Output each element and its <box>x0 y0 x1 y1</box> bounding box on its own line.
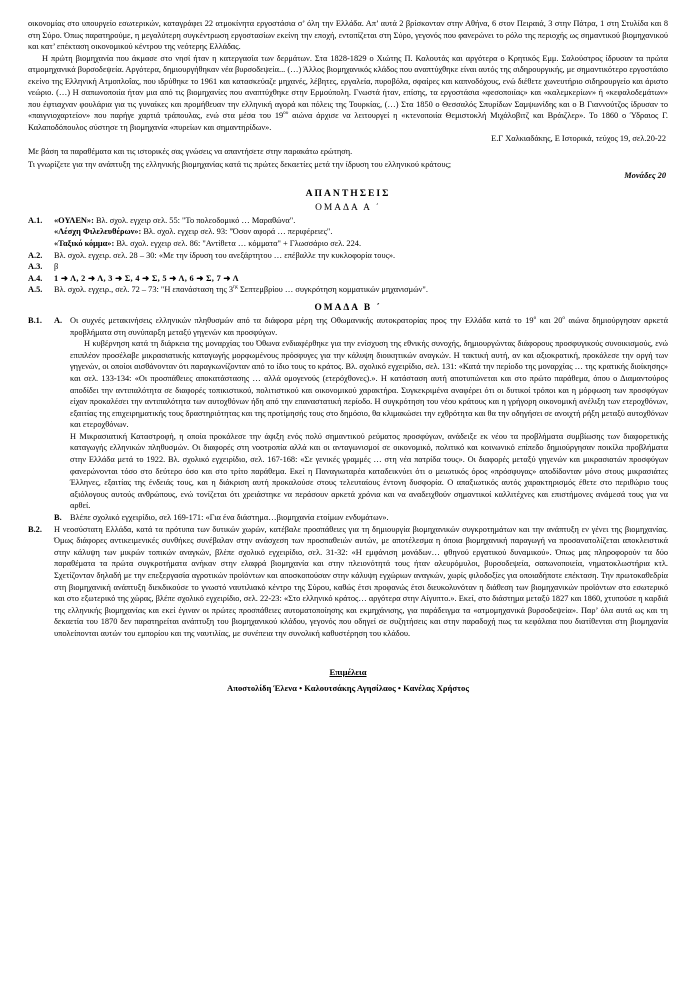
answer-b1a-paragraph-2: Η κυβέρνηση κατά τη διάρκεια της μοναρχίας του Όθωνα ενδιαφέρθηκε για την ενίσχυση της εθνικής συνοχής, δημιουργώντας διάφορους προσφυγικούς συνοικισμούς, ενώ επιπλέον προσέλαβε μικρασιατικής καταγωγής μορφωμένους πρόσφυγες για την κάλυψη διοικητικών αναγκών. Η τακτική αυτή, αν και αξιοκρατική, προκάλεσε την οργή των γηγενών, οι οποίοι αισθάνονταν ότι παραγκωνίζονταν από το ίδιο τους το κράτος. Βλ. σχολικό εγχειρίδιο, σελ. 131: «Κατά την περίοδο της μοναρχίας … της κρατικής διοίκησης» και σελ. 133-134: «Οι προσπάθειες αποκατάστασης … αλλά ομογενούς (ετερόχθονες).». Η κατάσταση αυτή αποτυπώνεται και στο πρώτο παράθεμα, όπου ο Διαμαντούρος αποδίδει την αντιπαλότητα σε διαφορές τοπικιστικού, πολιτιστικού και οικονομικού χαρακτήρα. Συγκεκριμένα αναφέρει ότι οι δυτικοί τρόποι και η μόρφωση των προσφύγων είχαν προκαλέσει την αντιπαλότητα των αυτοχθόνων ήδη από την επαναστατική περίοδο. Η συγκρότηση του νέου κράτους και η γρήγορη οικονομική ανέλιξη των ετεροχθόνων, εξαιτίας της επιχειρηματικής τους δραστηριότητας και της προτίμησής τους στο δημόσιο, θα κλιμακώσει την εχθρότητα και θα την οδηγήσει σε ανοιχτή ρήξη μεταξύ αυτοχθόνων και ετεροχθόνων. <box>70 339 668 430</box>
footer-names: Αποστολίδη Έλενα • Καλουτσάκης Αγησίλαος • Κανέλας Χρήστος <box>227 682 469 693</box>
answer-b2 <box>28 524 668 640</box>
answer-label-a1: Α.1. <box>28 215 43 225</box>
answer-label-a5: Α.5. <box>28 285 43 295</box>
answer-b2-paragraph-1: Η νεοσύστατη Ελλάδα, κατά τα πρότυπα των δυτικών χωρών, κατέβαλε προσπάθειες για τη δημιουργία βιομηχανικών συγκροτημάτων και την ανάπτυξη εν γένει της βιομηχανίας. Όμως διάφορες αντικειμενικές συνθήκες συνέβαλαν στην ανάσχεση των προσπαθειών αυτών, με αποτέλεσμα η όποια βιομηχανική παραγωγή να προσανατολίζεται αποκλειστικά στην κάλυψη των μικρών τοπικών αναγκών, βλέπε σχολικό εγχειρίδιο, σελ. 31-32: «Η εμφάνιση μονάδων… φθηνού εργατικού δυναμικού». Όπως μας πληροφορούν τα δύο παραθέματα τα πρώτα συγκροτήματα ανήκαν στην ελαφρά βιομηχανία και στην πλειονότητά τους ήταν αλευρόμυλοι, βυρσοδεψεία, σαπωνοποιεία, νηματοκλωστήρια κτλ. Σχετίζονταν δηλαδή με την επεξεργασία αγροτικών προϊόντων και αποσκοπούσαν στην κάλυψη εγχώριων αναγκών, χωρίς φιλοδοξίες για οποιαδήποτε επέκταση. Την πρωτοκαθεδρία στη βιομηχανική ανάπτυξη διεκδικούσε το γνωστό ναυτιλιακό κέντρο της Σύρου, καθώς έτσι προφανώς έτσι διευκολυνόταν η διάθεση των βιομηχανικών προϊόντων στο εσωτερικό και στο εξωτερικό της χώρας, βλέπε σχολικό εγχειρίδιο, σελ. 22-23: «Στο ελληνικό κράτος… αργότερα στην Αίγυπτο.». Εκεί, στο διάστημα μεταξύ 1827 και 1860, χτυπούσε η καρδιά της ελληνικής βιομηχανίας και εκεί έγιναν οι πρώτες προσπάθειες αυτοματοποίησης και εκμηχάνισης, για παράδειγμα τα «ατμομηχανικά βυρσοδεψεία». Παρ’ όλα αυτά ως και τη δεκαετία του 1870 δεν παρατηρείται ανάπτυξη του βιομηχανικού κλάδου, γεγονός που οδηγεί σε συζητήσεις και στην παραδοχή πως τα κεφάλαια που διατίθενται στη βιομηχανία υπολείπονται αυτών του εμπορίου και της ναυτιλίας, με συνέπεια την συνολική καθυστέρηση του κλάδου. <box>54 524 668 638</box>
answer-label-b1: Β.1. <box>28 315 42 325</box>
footer-title: Επιμέλεια <box>329 666 367 677</box>
answer-label-a2: Α.2. <box>28 250 43 260</box>
answer-a1-line-3: «Ταξικό κόμμα»: Βλ. σχολ. εγχειρ σελ. 86: "Αντίθετα … κόμματα" + Γλωσσάριο σελ. 224. <box>54 238 362 248</box>
points-label: Μονάδες 20 <box>624 171 666 181</box>
answer-a5 <box>28 284 668 296</box>
answer-b1a-paragraph-1: Οι συχνές μετακινήσεις ελληνικών πληθυσμών από τα διάφορα μέρη της Οθωμανικής αυτοκρατορίας προς την Ελλάδα κατά το $19^o$ και $20^o$ αιώνα δημιούργησαν αρκετά προβλήματα στη συνύπαρξη μεταξύ γηγενών και προσφύγων. <box>70 315 668 337</box>
source-paragraph-1: οικονομίας στο υπουργείο εσωτερικών, καταγράφει 22 ατμοκίνητα εργοστάσια σ’ όλη την Ελλάδα. Απ’ αυτά 2 βρίσκονταν στην Αθήνα, 6 στον Πειραιά, 3 στην Πάτρα, 1 στη Στυλίδα και 8 στη Σύρο. Όπως παρατηρούμε, η μεγαλύτερη συγκέντρωση εργοστασίων εκείνη την εποχή, εντοπίζεται στη Σύρο, γεγονός που φανερώνει το ρόλο της περιοχής ως σημαντικού βιομηχανικού και κατ’ επέκταση οικονομικού κέντρου της νεότερης Ελλάδας. <box>28 19 668 52</box>
answer-label-b2: Β.2. <box>28 524 42 534</box>
answer-body-a2: Βλ. σχολ. εγχειρ. σελ. 28 – 30: «Με την ίδρυση του ανεξάρτητου … επέβαλλε την κυκλοφορία τους». <box>54 250 396 260</box>
answer-a3 <box>28 261 668 273</box>
source-paragraph-2: Η πρώτη βιομηχανία που άκμασε στο νησί ήταν η κατεργασία των δερμάτων. Στα 1828-1829 ο Χιώτης Π. Καλουτάς και αργότερα ο Κρητικός Εμμ. Σαλούστρος ίδρυσαν τα πρώτα ατμομηχανικά βυρσοδεψεία. Αργότερα, δημιουργήθηκαν νέα βυρσοδεψεία... (…) Άλλος βιομηχανικός κλάδος που αναπτύχθηκε είναι αυτός της σιδηρουργικής, με σημαντικότερο εργοστάσιο εκείνο της Ελληνική Ατμοπλοΐας, που ιδρύθηκε το 1961 και κατασκεύαζε μηχανές, λέβητες, εργαλεία, πυροβόλα, σφαίρες και καπνοδόχους, ενώ διέθετε χωνευτήριο σιδηρουργείο και άριστο νεώριο. (…) Η σαπωνοποιία ήταν μια από τις βιομηχανίες που αναπτύχθηκε στην Ερμούπολη. Γνωστά ήταν, επίσης, τα εργοστάσια «φεσοποιίας» και «καλεμκερίων» ή «κεφαλοδεμάτων» που έφτιαχναν φουλάρια για τις γυναίκες και προμήθευαν την ελληνική αγορά και πόλεις της Τουρκίας, (…) Στα 1850 ο Θεσσαλός Σπυρίδων Σαμψωνίδης και ο Β Γιαννούτζος ίδρυσαν το «παιγνιοχαρτείον» που παρήγε χαρτιά τράπουλας, ενώ στα μέσα του $19^{o\upsilon}$ αιώνα άρχισε να λειτουργεί η «κτενοποιία Θεμιστοκλή Μιχάλοβιτζ και Βράιζλερ». Το 1860 ο Ύδραιος Γ. Καλαποδόπουλος σύστησε τη βιομηχανία «πυρείων και σημαντηρίδων». <box>28 53 669 132</box>
answer-b1a-paragraph-3: Η Μικρασιατική Καταστροφή, η οποία προκάλεσε την άφιξη ενός πολύ σημαντικού ρεύματος προσφύγων, ανάδειξε εκ νέου τα προβλήματα συμβίωσης των διαφορετικής καταγωγής ελληνικών πληθυσμών. Οι διαφορές στη νοοτροπία αλλά και οι ανταγωνισμοί σε οικονομικό, πολιτικό και κοινωνικό επίπεδο δημιούργησαν ποικίλα προβλήματα στην Ελλάδα μετά το 1922. Βλ. σχολικό εγχειρίδιο, σελ. 167-168: «Σε γενικές γραμμές … στη νέα πατρίδα τους». Οι διαφορές μεταξύ γηγενών και μικρασιατών προσφύγων φανερώνονται τόσο στο δεύτερο όσο και στο τρίτο παράθεμα. Εκεί η Παναγιωταρέα καταδεικνύει ότι ο μειωτικός όρος «πρόσφυγας» αποδίδονταν μόνο στους μικρασιάτες Έλληνες, εξαιτίας της ένδειάς τους, και η διάκριση αυτή προκαλούσε στους τελευταίους έντονη δυσφορία. Ο απαξιωτικός αυτός χαρακτηρισμός έθετε στο περιθώριο τους αξιόλογους αυτούς ανθρώπους, ενώ τονίζεται ότι χρειάστηκε να περάσουν αρκετά χρόνια και να αναδειχθούν σημαντικοί καλλιτέχνες και επιστήμονες ανάμεσά τους για να αρθεί. <box>70 431 668 511</box>
group-b-heading: ΟΜΑΔΑ Β ΄ <box>314 302 382 313</box>
answer-sublabel-b1a: Α. <box>54 315 63 325</box>
answer-label-a3: Α.3. <box>28 262 43 272</box>
answer-b1-part-b <box>54 512 668 524</box>
answer-body-b2 <box>54 524 668 640</box>
group-a-heading: ΟΜΑΔΑ Α ΄ <box>315 202 381 213</box>
answer-body-a4: 1 ➜ Λ, 2 ➜ Λ, 3 ➜ Σ, 4 ➜ Σ, 5 ➜ Λ, 6 ➜ Σ, 7 ➜ Λ <box>54 273 239 283</box>
answers-heading: ΑΠΑΝΤΗΣΕΙΣ <box>305 187 391 199</box>
answer-body-a3: β <box>54 262 59 272</box>
answer-body-b1 <box>54 315 668 524</box>
source-credit: Ε.Γ Χαλκιαδάκης, Ε Ιστορικά, τεύχος 19, σελ.20-22 <box>491 134 666 144</box>
answer-b1a-text <box>70 315 668 512</box>
answer-a1-line-1: «ΟΥΛΕΝ»: Βλ. σχολ. εγχειρ σελ. 55: "Το πολεοδομικό … Μαραθώνα". <box>54 215 296 225</box>
answer-b1 <box>28 315 668 524</box>
answer-label-a4: Α.4. <box>28 273 43 283</box>
answer-sublabel-b1b: Β. <box>54 513 62 523</box>
answer-b1b-text: Βλέπε σχολικό εγχειρίδιο, σελ 169-171: «Για ένα διάστημα…βιομηχανία ετοίμων ενδυμάτων». <box>70 513 389 523</box>
footer <box>28 666 668 695</box>
answer-a2 <box>28 250 668 262</box>
answer-body-a1 <box>54 215 668 250</box>
source-excerpt <box>28 18 668 133</box>
answer-b1-part-a <box>54 315 668 512</box>
answer-body-a5: Βλ. σχολ. εγχειρ., σελ. 72 – 73: "Η επανάσταση της $3^{\eta\varsigma}$ Σεπτεμβρίου … συγκρότηση κομματικών μηχανισμών". <box>54 284 428 295</box>
answer-a4 <box>28 273 668 285</box>
answer-a1-line-2: «Λέσχη Φιλελευθέρων»: Βλ. σχολ. εγχειρ σελ. 93: "Όσον αφορά … περιφέρειες". <box>54 227 333 237</box>
instruction-line: Με βάση τα παραθέματα και τις ιστορικές σας γνώσεις να απαντήσετε στην παρακάτω ερώτηση. <box>28 147 353 157</box>
answer-a1 <box>28 215 668 250</box>
question-line: Τι γνωρίζετε για την ανάπτυξη της ελληνικής βιομηχανίας κατά τις πρώτες δεκαετίες μετά την ίδρυση του ελληνικού κράτους; <box>28 159 452 169</box>
